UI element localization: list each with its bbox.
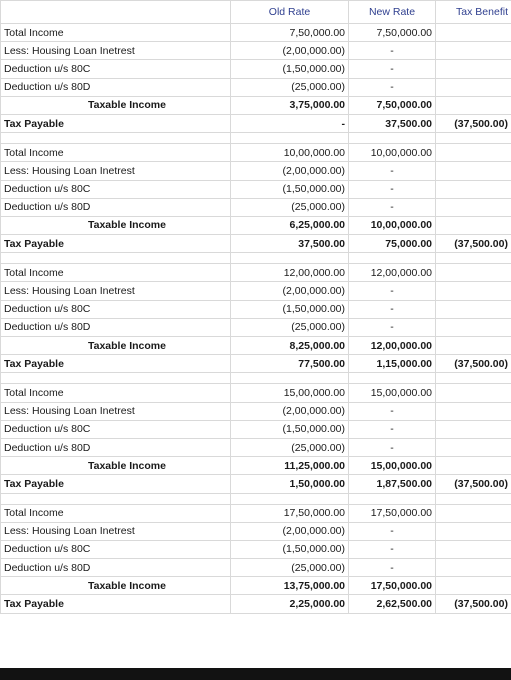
c80-new-rate[interactable]: -: [349, 180, 436, 198]
spacer-row: [1, 373, 511, 384]
tax-new-rate[interactable]: 75,000.00: [349, 235, 436, 253]
c80-row: [1, 540, 511, 558]
tax-new-rate[interactable]: 2,62,500.00: [349, 595, 436, 613]
empty-cell[interactable]: [436, 162, 511, 180]
housing-old-rate[interactable]: (2,00,000.00): [231, 402, 349, 420]
taxable-row: [1, 337, 511, 355]
d80-old-rate[interactable]: (25,000.00): [231, 559, 349, 577]
c80-label[interactable]: Deduction u/s 80C: [1, 300, 231, 318]
empty-cell[interactable]: [436, 216, 511, 234]
tax-old-rate[interactable]: 1,50,000.00: [231, 475, 349, 493]
tax-old-rate[interactable]: 37,500.00: [231, 235, 349, 253]
c80-old-rate[interactable]: (1,50,000.00): [231, 300, 349, 318]
spacer-row: [1, 493, 511, 504]
total-row: [1, 24, 511, 42]
d80-label[interactable]: Deduction u/s 80D: [1, 438, 231, 456]
empty-cell[interactable]: [349, 493, 436, 504]
housing-old-rate[interactable]: (2,00,000.00): [231, 42, 349, 60]
c80-old-rate[interactable]: (1,50,000.00): [231, 60, 349, 78]
d80-new-rate[interactable]: -: [349, 78, 436, 96]
empty-cell[interactable]: [436, 144, 511, 162]
tax-new-rate[interactable]: 37,500.00: [349, 114, 436, 132]
header-label-cell[interactable]: [1, 1, 231, 24]
empty-cell[interactable]: [436, 438, 511, 456]
empty-cell[interactable]: [436, 282, 511, 300]
total-new-rate[interactable]: 17,50,000.00: [349, 504, 436, 522]
empty-cell[interactable]: [436, 384, 511, 402]
total-new-rate[interactable]: 10,00,000.00: [349, 144, 436, 162]
tax-row: [1, 114, 511, 132]
housing-label[interactable]: Less: Housing Loan Inetrest: [1, 282, 231, 300]
d80-label[interactable]: Deduction u/s 80D: [1, 198, 231, 216]
d80-old-rate[interactable]: (25,000.00): [231, 438, 349, 456]
c80-label[interactable]: Deduction u/s 80C: [1, 540, 231, 558]
total-new-rate[interactable]: 12,00,000.00: [349, 264, 436, 282]
housing-new-rate[interactable]: -: [349, 282, 436, 300]
taxable-label[interactable]: Taxable Income: [1, 457, 231, 475]
total-old-rate[interactable]: 10,00,000.00: [231, 144, 349, 162]
taxable-new-rate[interactable]: 15,00,000.00: [349, 457, 436, 475]
empty-cell[interactable]: [436, 504, 511, 522]
taxable-old-rate[interactable]: 3,75,000.00: [231, 96, 349, 114]
tax-row: [1, 595, 511, 613]
empty-cell[interactable]: [436, 133, 511, 144]
d80-new-rate[interactable]: -: [349, 438, 436, 456]
housing-row: [1, 402, 511, 420]
empty-cell[interactable]: [349, 373, 436, 384]
c80-new-rate[interactable]: -: [349, 300, 436, 318]
tax-benefit[interactable]: (37,500.00): [436, 475, 511, 493]
c80-old-rate[interactable]: (1,50,000.00): [231, 180, 349, 198]
total-row: [1, 384, 511, 402]
taxable-new-rate[interactable]: 10,00,000.00: [349, 216, 436, 234]
housing-row: [1, 522, 511, 540]
taxable-label[interactable]: Taxable Income: [1, 96, 231, 114]
c80-row: [1, 420, 511, 438]
housing-label[interactable]: Less: Housing Loan Inetrest: [1, 522, 231, 540]
tax-label[interactable]: Tax Payable: [1, 475, 231, 493]
empty-cell[interactable]: [436, 493, 511, 504]
d80-new-rate[interactable]: -: [349, 198, 436, 216]
bottom-bar: [0, 668, 511, 680]
c80-label[interactable]: Deduction u/s 80C: [1, 180, 231, 198]
empty-cell[interactable]: [436, 78, 511, 96]
housing-row: [1, 162, 511, 180]
empty-cell[interactable]: [436, 457, 511, 475]
tax-old-rate[interactable]: 2,25,000.00: [231, 595, 349, 613]
spacer-row: [1, 133, 511, 144]
total-label[interactable]: Total Income: [1, 504, 231, 522]
taxable-label[interactable]: Taxable Income: [1, 216, 231, 234]
total-old-rate[interactable]: 12,00,000.00: [231, 264, 349, 282]
c80-old-rate[interactable]: (1,50,000.00): [231, 540, 349, 558]
total-old-rate[interactable]: 7,50,000.00: [231, 24, 349, 42]
tax-old-rate[interactable]: 77,500.00: [231, 355, 349, 373]
header-tax-benefit[interactable]: Tax Benefit: [436, 1, 511, 24]
tax-label[interactable]: Tax Payable: [1, 114, 231, 132]
d80-old-rate[interactable]: (25,000.00): [231, 78, 349, 96]
empty-cell[interactable]: [436, 60, 511, 78]
d80-label[interactable]: Deduction u/s 80D: [1, 78, 231, 96]
header-new-rate[interactable]: New Rate: [349, 1, 436, 24]
taxable-old-rate[interactable]: 13,75,000.00: [231, 577, 349, 595]
d80-row: [1, 198, 511, 216]
tax-new-rate[interactable]: 1,87,500.00: [349, 475, 436, 493]
header-row: [1, 1, 511, 24]
tax-label[interactable]: Tax Payable: [1, 355, 231, 373]
tax-benefit[interactable]: (37,500.00): [436, 114, 511, 132]
c80-label[interactable]: Deduction u/s 80C: [1, 60, 231, 78]
taxable-old-rate[interactable]: 11,25,000.00: [231, 457, 349, 475]
tax-label[interactable]: Tax Payable: [1, 595, 231, 613]
empty-cell[interactable]: [436, 42, 511, 60]
housing-label[interactable]: Less: Housing Loan Inetrest: [1, 162, 231, 180]
c80-new-rate[interactable]: -: [349, 420, 436, 438]
taxable-row: [1, 457, 511, 475]
empty-cell[interactable]: [1, 133, 231, 144]
housing-new-rate[interactable]: -: [349, 162, 436, 180]
total-label[interactable]: Total Income: [1, 24, 231, 42]
housing-old-rate[interactable]: (2,00,000.00): [231, 522, 349, 540]
taxable-new-rate[interactable]: 17,50,000.00: [349, 577, 436, 595]
total-row: [1, 504, 511, 522]
taxable-row: [1, 216, 511, 234]
tax-row: [1, 355, 511, 373]
total-label[interactable]: Total Income: [1, 264, 231, 282]
c80-new-rate[interactable]: -: [349, 540, 436, 558]
d80-label[interactable]: Deduction u/s 80D: [1, 318, 231, 336]
d80-label[interactable]: Deduction u/s 80D: [1, 559, 231, 577]
d80-new-rate[interactable]: -: [349, 559, 436, 577]
total-new-rate[interactable]: 7,50,000.00: [349, 24, 436, 42]
tax-benefit[interactable]: (37,500.00): [436, 355, 511, 373]
housing-new-rate[interactable]: -: [349, 402, 436, 420]
housing-old-rate[interactable]: (2,00,000.00): [231, 162, 349, 180]
c80-row: [1, 180, 511, 198]
total-old-rate[interactable]: 17,50,000.00: [231, 504, 349, 522]
header-old-rate[interactable]: Old Rate: [231, 1, 349, 24]
total-new-rate[interactable]: 15,00,000.00: [349, 384, 436, 402]
taxable-old-rate[interactable]: 6,25,000.00: [231, 216, 349, 234]
housing-new-rate[interactable]: -: [349, 42, 436, 60]
empty-cell[interactable]: [436, 577, 511, 595]
c80-row: [1, 60, 511, 78]
d80-old-rate[interactable]: (25,000.00): [231, 318, 349, 336]
taxable-old-rate[interactable]: 8,25,000.00: [231, 337, 349, 355]
empty-cell[interactable]: [231, 373, 349, 384]
empty-cell[interactable]: [1, 493, 231, 504]
taxable-row: [1, 577, 511, 595]
total-row: [1, 264, 511, 282]
d80-row: [1, 559, 511, 577]
c80-label[interactable]: Deduction u/s 80C: [1, 420, 231, 438]
empty-cell[interactable]: [436, 24, 511, 42]
d80-old-rate[interactable]: (25,000.00): [231, 198, 349, 216]
tax-benefit[interactable]: (37,500.00): [436, 595, 511, 613]
housing-row: [1, 42, 511, 60]
c80-new-rate[interactable]: -: [349, 60, 436, 78]
c80-row: [1, 300, 511, 318]
spacer-row: [1, 253, 511, 264]
tax-row: [1, 235, 511, 253]
empty-cell[interactable]: [349, 133, 436, 144]
d80-row: [1, 318, 511, 336]
empty-cell[interactable]: [436, 559, 511, 577]
empty-cell[interactable]: [436, 420, 511, 438]
empty-cell[interactable]: [436, 522, 511, 540]
total-label[interactable]: Total Income: [1, 384, 231, 402]
taxable-label[interactable]: Taxable Income: [1, 337, 231, 355]
total-row: [1, 144, 511, 162]
taxable-new-rate[interactable]: 12,00,000.00: [349, 337, 436, 355]
c80-old-rate[interactable]: (1,50,000.00): [231, 420, 349, 438]
empty-cell[interactable]: [436, 198, 511, 216]
taxable-label[interactable]: Taxable Income: [1, 577, 231, 595]
empty-cell[interactable]: [436, 318, 511, 336]
d80-new-rate[interactable]: -: [349, 318, 436, 336]
empty-cell[interactable]: [436, 540, 511, 558]
housing-label[interactable]: Less: Housing Loan Inetrest: [1, 42, 231, 60]
empty-cell[interactable]: [231, 253, 349, 264]
empty-cell[interactable]: [436, 96, 511, 114]
tax-benefit[interactable]: (37,500.00): [436, 235, 511, 253]
tax-old-rate[interactable]: -: [231, 114, 349, 132]
tax-new-rate[interactable]: 1,15,000.00: [349, 355, 436, 373]
empty-cell[interactable]: [231, 493, 349, 504]
housing-new-rate[interactable]: -: [349, 522, 436, 540]
total-old-rate[interactable]: 15,00,000.00: [231, 384, 349, 402]
d80-row: [1, 78, 511, 96]
total-label[interactable]: Total Income: [1, 144, 231, 162]
tax-label[interactable]: Tax Payable: [1, 235, 231, 253]
empty-cell[interactable]: [436, 300, 511, 318]
housing-label[interactable]: Less: Housing Loan Inetrest: [1, 402, 231, 420]
empty-cell[interactable]: [436, 180, 511, 198]
empty-cell[interactable]: [436, 337, 511, 355]
d80-row: [1, 438, 511, 456]
empty-cell[interactable]: [436, 264, 511, 282]
taxable-row: [1, 96, 511, 114]
tax-row: [1, 475, 511, 493]
empty-cell[interactable]: [231, 133, 349, 144]
empty-cell[interactable]: [349, 253, 436, 264]
empty-cell[interactable]: [436, 402, 511, 420]
empty-cell[interactable]: [1, 253, 231, 264]
empty-cell[interactable]: [436, 373, 511, 384]
housing-row: [1, 282, 511, 300]
empty-cell[interactable]: [1, 373, 231, 384]
empty-cell[interactable]: [436, 253, 511, 264]
housing-old-rate[interactable]: (2,00,000.00): [231, 282, 349, 300]
taxable-new-rate[interactable]: 7,50,000.00: [349, 96, 436, 114]
